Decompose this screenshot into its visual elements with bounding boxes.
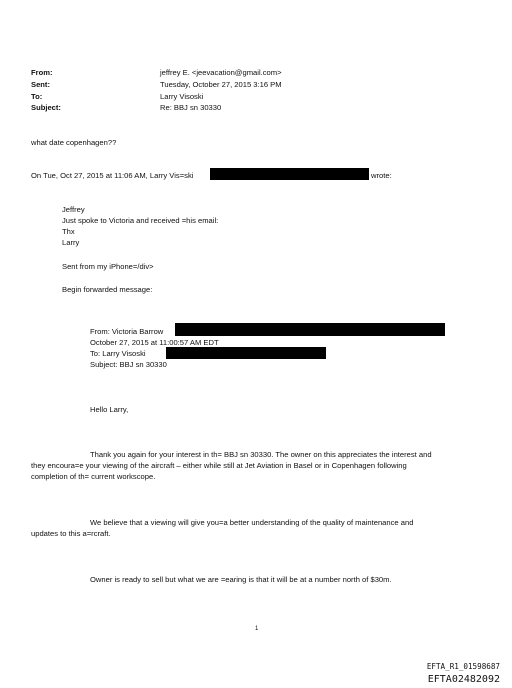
fwd-para3: Owner is ready to sell but what we are =earing is that it will be at a number north of $30m. — [90, 575, 392, 584]
redaction-email-3 — [166, 347, 326, 359]
to-label: To: — [31, 92, 43, 101]
fwd-greeting: Hello Larry, — [90, 405, 129, 414]
sent-from-text: Sent from my iPhone=/div> — [62, 262, 154, 271]
sent-value: Tuesday, October 27, 2015 3:16 PM — [160, 80, 282, 89]
reply-line-2: Just spoke to Victoria and received =his email: — [62, 216, 219, 225]
redaction-email-1 — [210, 168, 369, 180]
footer-id-2: EFTA02482092 — [427, 674, 500, 685]
sent-label: Sent: — [31, 80, 50, 89]
fwd-subject: Subject: BBJ sn 30330 — [90, 360, 167, 369]
fwd-para2-line2: updates to this a=rcraft. — [31, 529, 111, 538]
from-label: From: — [31, 68, 53, 77]
subject-value: Re: BBJ sn 30330 — [160, 103, 222, 112]
fwd-from: From: Victoria Barrow — [90, 327, 164, 336]
fwd-to: To: Larry Visoski — [90, 349, 146, 358]
reply-line-1: Jeffrey — [62, 205, 85, 214]
question-text: what date copenhagen?? — [31, 138, 117, 147]
quote-intro: On Tue, Oct 27, 2015 at 11:06 AM, Larry Vis=ski — [31, 171, 194, 180]
begin-forwarded-text: Begin forwarded message: — [62, 285, 153, 294]
fwd-date: October 27, 2015 at 11:00:57 AM EDT — [90, 338, 219, 347]
fwd-para1-line3: completion of th= current workscope. — [31, 472, 156, 481]
to-value: Larry Visoski — [160, 92, 204, 101]
subject-label: Subject: — [31, 103, 61, 112]
reply-line-4: Larry — [62, 238, 80, 247]
from-value: jeffrey E. <jeevacation@gmail.com> — [160, 68, 282, 77]
fwd-para1-line2: they encoura=e your viewing of the aircraft – either while still at Jet Aviation in Basel or in Copenhagen following — [31, 461, 407, 470]
reply-line-3: Thx — [62, 227, 75, 236]
page-number: 1 — [255, 626, 259, 632]
quote-wrote: wrote: — [371, 171, 392, 180]
fwd-para2-line1: We believe that a viewing will give you=a better understanding of the quality of maintenance and — [90, 518, 414, 527]
fwd-para1-line1: Thank you again for your interest in th= BBJ sn 30330. The owner on this appreciates the interest and — [90, 450, 432, 459]
footer-id-1: EFTA_R1_01598687 — [426, 662, 500, 671]
redaction-email-2 — [175, 323, 445, 336]
